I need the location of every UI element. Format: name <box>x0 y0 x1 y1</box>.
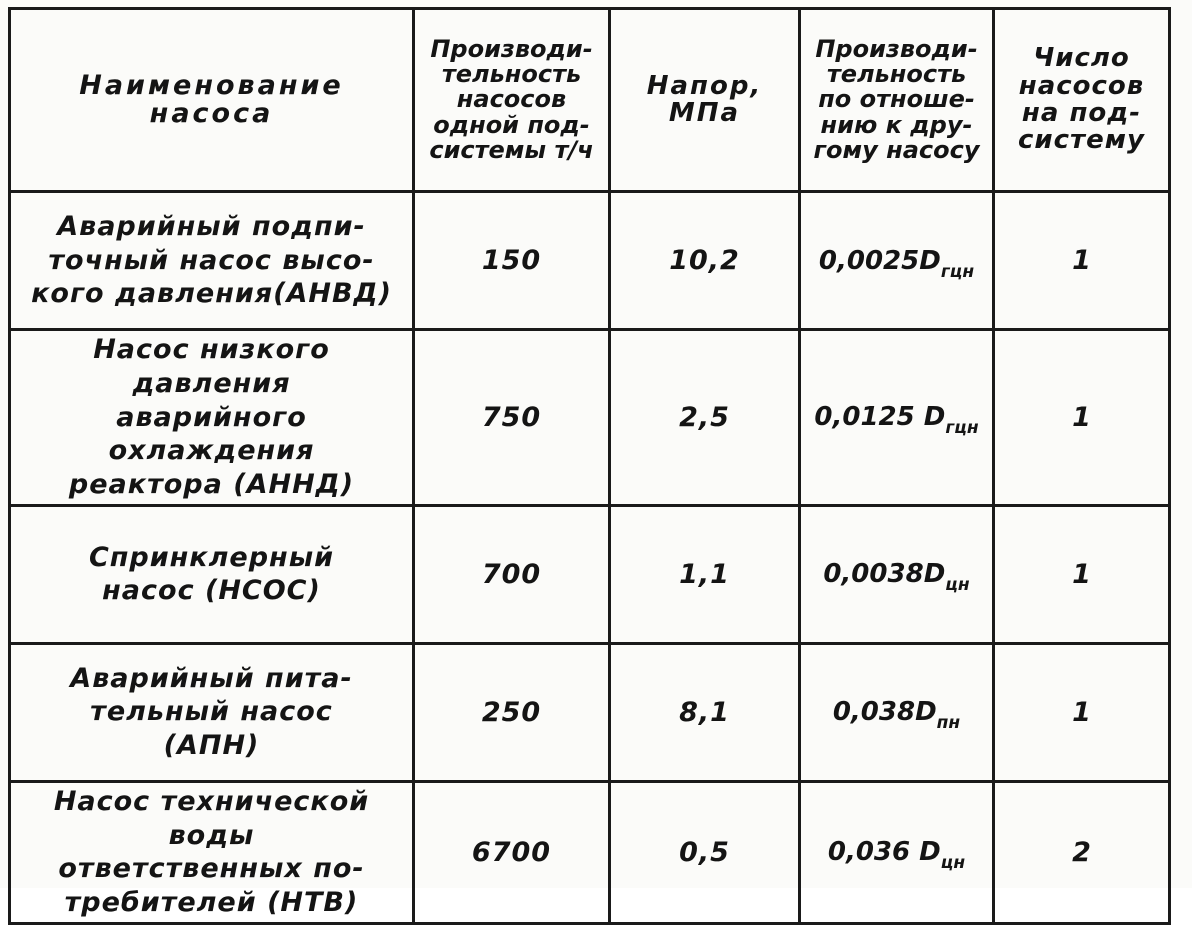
pump-name: Насос низкого давления аварийного охлаждения реактора (АННД) <box>10 330 414 506</box>
relative-symbol: D <box>923 559 946 590</box>
pump-relative-capacity <box>800 643 994 781</box>
pump-table <box>8 7 1171 925</box>
table-row <box>10 781 1170 923</box>
pump-head: 1,1 <box>610 505 800 643</box>
header-pump-count: Число насосов на под- систему <box>994 9 1170 192</box>
relative-subscript: цн <box>945 575 970 596</box>
relative-subscript: гцн <box>940 261 975 282</box>
pump-capacity: 750 <box>414 330 610 506</box>
relative-symbol: D <box>919 837 941 868</box>
pump-count: 1 <box>994 330 1170 506</box>
pump-relative-capacity <box>800 192 994 330</box>
relative-value: 0,0125 <box>814 402 924 433</box>
table-row <box>10 643 1170 781</box>
header-capacity: Производи- тельность насосов одной под- системы т/ч <box>414 9 610 192</box>
pump-name: Аварийный пита- тельный насос (АПН) <box>10 643 414 781</box>
table-row <box>10 505 1170 643</box>
relative-value: 0,036 <box>827 837 920 868</box>
relative-symbol: D <box>923 402 946 433</box>
header-pump-name: Наименование насоса <box>10 9 414 192</box>
relative-subscript: гцн <box>945 418 979 439</box>
pump-head: 10,2 <box>610 192 800 330</box>
pump-relative-capacity <box>800 330 994 506</box>
pump-name: Насос технической воды ответственных по- требителей (НТВ) <box>10 781 414 923</box>
relative-symbol: D <box>915 697 937 728</box>
relative-value: 0,038 <box>832 697 916 728</box>
table-row <box>10 330 1170 506</box>
pump-count: 2 <box>994 781 1170 923</box>
relative-value: 0,0025 <box>818 245 920 276</box>
pump-head: 0,5 <box>610 781 800 923</box>
pump-relative-capacity <box>800 781 994 923</box>
pump-count: 1 <box>994 192 1170 330</box>
table-row <box>10 192 1170 330</box>
pump-count: 1 <box>994 505 1170 643</box>
pump-name: Спринклерный насос (НСОС) <box>10 505 414 643</box>
relative-subscript: пн <box>936 713 961 734</box>
pump-head: 2,5 <box>610 330 800 506</box>
pump-capacity: 250 <box>414 643 610 781</box>
relative-value: 0,0038 <box>823 559 924 590</box>
pump-head: 8,1 <box>610 643 800 781</box>
pump-name: Аварийный подпи- точный насос высо- кого давления(АНВД) <box>10 192 414 330</box>
table-header-row <box>10 9 1170 192</box>
relative-subscript: цн <box>940 853 966 874</box>
relative-symbol: D <box>919 245 941 276</box>
header-relative-capacity: Производи- тельность по отноше- нию к дру- гому насосу <box>800 9 994 192</box>
pump-capacity: 6700 <box>414 781 610 923</box>
header-head: Напор, МПа <box>610 9 800 192</box>
pump-capacity: 700 <box>414 505 610 643</box>
pump-relative-capacity <box>800 505 994 643</box>
pump-capacity: 150 <box>414 192 610 330</box>
pump-count: 1 <box>994 643 1170 781</box>
